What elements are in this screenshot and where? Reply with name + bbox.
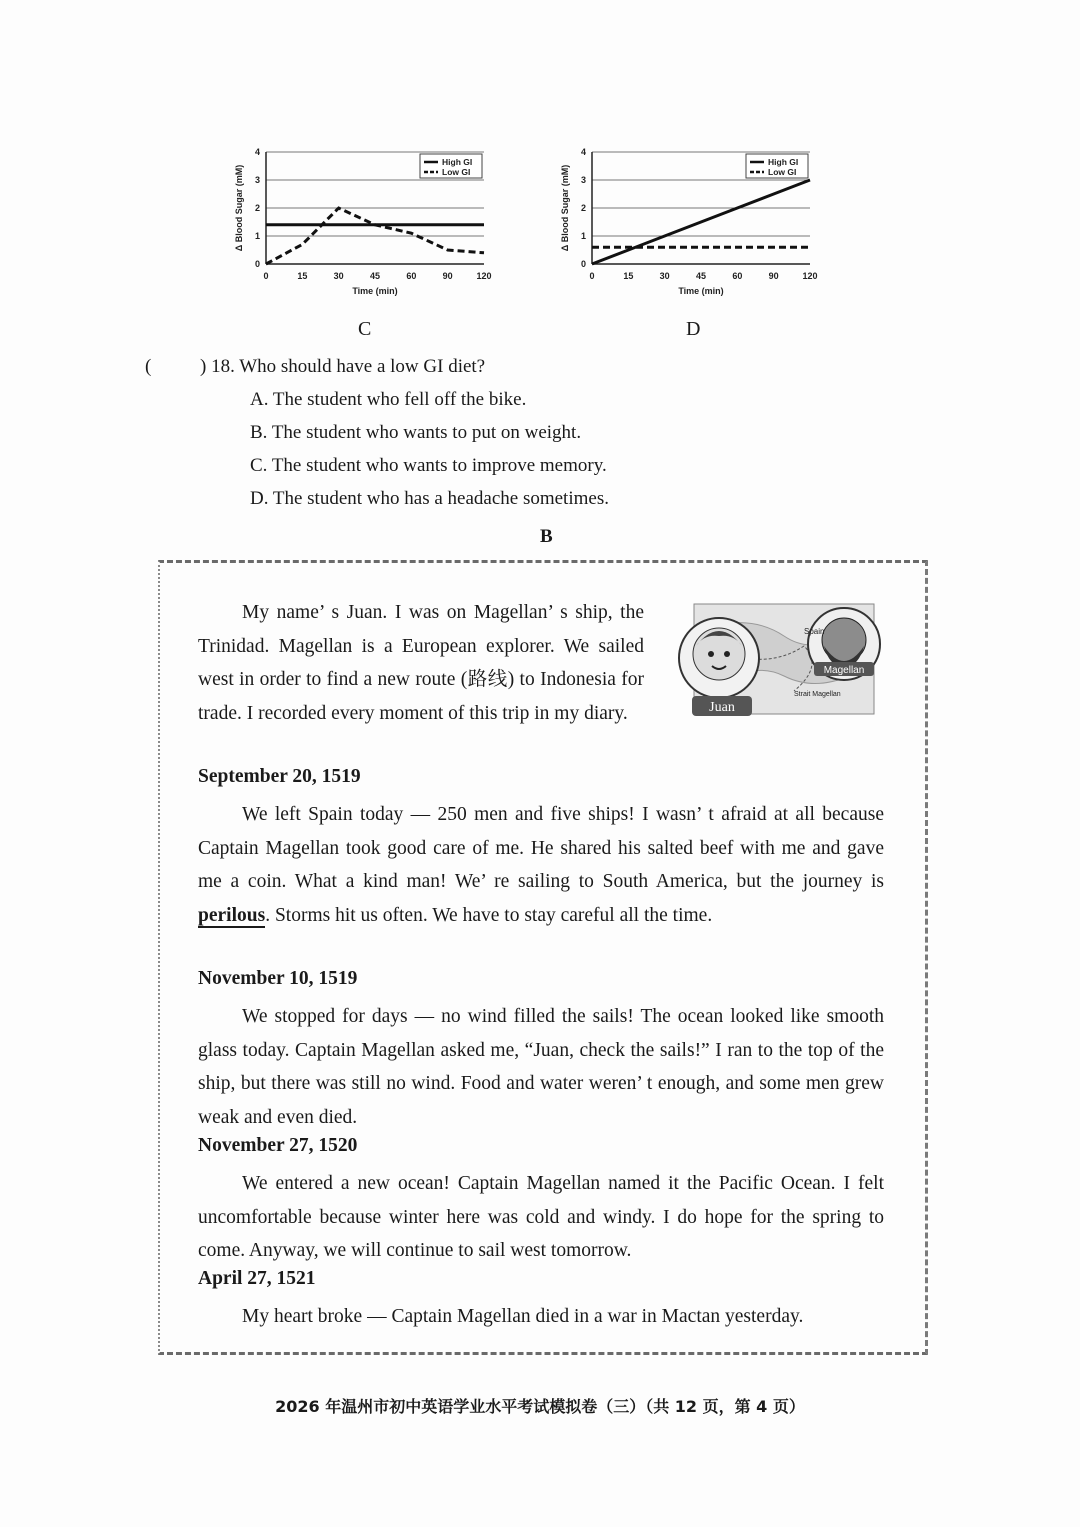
x-tick-label: 120: [476, 271, 492, 281]
y-tick-label: 2: [254, 203, 260, 213]
entry-2-text: We stopped for days — no wind filled the sails! The ocean looked like smooth glass today. Captain Magellan asked me, “Juan, check the sails!” I ran to the top of the ship, but there was still no wind. Food and water weren’ t enough, and some men grew weak and even died.: [198, 1006, 884, 1128]
chart-d-caption: D: [686, 318, 701, 340]
option-a: A. The student who fell off the bike.: [250, 389, 527, 410]
legend-label: High GI: [442, 157, 473, 167]
x-axis-label: Time (min): [678, 286, 724, 296]
option-c: C. The student who wants to improve memory.: [250, 455, 607, 476]
entry-date-3: November 27, 1520: [198, 1135, 358, 1156]
chart-d: [552, 140, 832, 305]
entry-3-text: We entered a new ocean! Captain Magellan named it the Pacific Ocean. I felt uncomfortable because winter here was cold and windy. I do hope for the spring to come. Anyway, we will continue to sail west tomorrow.: [198, 1173, 884, 1261]
passage-intro-text: My name’ s Juan. I was on Magellan’ s ship, the Trinidad. Magellan is a European explorer. We sailed west in order to find a new route (路线) to Indonesia for trade. I recorded every moment of this trip in my diary.: [198, 602, 644, 724]
y-tick-label: 1: [580, 231, 586, 241]
x-tick-label: 60: [732, 271, 743, 281]
entry-4-text: My heart broke — Captain Magellan died in a war in Mactan yesterday.: [242, 1306, 804, 1327]
x-tick-label: 60: [406, 271, 417, 281]
chart-c-svg: [226, 140, 506, 305]
chart-c: [226, 140, 506, 305]
y-tick-label: 4: [580, 147, 586, 157]
x-axis-label: Time (min): [352, 286, 398, 296]
highlighted-word: perilous: [198, 904, 266, 926]
x-tick-label: 90: [442, 271, 453, 281]
y-tick-label: 0: [580, 259, 586, 269]
y-axis-label: Δ Blood Sugar (mM): [234, 164, 244, 252]
chart-d-svg: [552, 140, 832, 305]
section-letter: B: [540, 526, 553, 547]
entry-1-text-after: . Storms hit us often. We have to stay careful all the time.: [265, 904, 713, 926]
illus-label-strait: Strait Magellan: [794, 691, 841, 698]
page-footer: 2026 年温州市初中英语学业水平考试模拟卷（三）（共 12 页，第 4 页）: [275, 1397, 805, 1416]
y-tick-label: 1: [254, 231, 260, 241]
entry-1-text-before: We left Spain today — 250 men and five ships! I wasn’ t afraid at all because Captain Magellan took good care of me. He shared his salted beef with me and gave me a coin. What a kind man! We’ re sailing to South America, but the journey is: [198, 804, 884, 892]
series-line-high-gi: [592, 180, 810, 264]
option-d: D. The student who has a headache sometimes.: [250, 488, 609, 509]
question-stem: ) 18. Who should have a low GI diet?: [200, 356, 486, 377]
illus-label-magellan: Magellan: [823, 665, 865, 676]
juan-magellan-illustration: [674, 596, 886, 726]
y-tick-label: 0: [254, 259, 260, 269]
x-tick-label: 30: [659, 271, 670, 281]
x-tick-label: 0: [263, 271, 269, 281]
illus-label-spain: Spain: [804, 627, 825, 636]
entry-text-3: [198, 1167, 884, 1268]
entry-date-2: November 10, 1519: [198, 968, 358, 989]
x-tick-label: 0: [589, 271, 595, 281]
chart-c-caption: C: [358, 318, 372, 340]
entry-text-2: [198, 1000, 884, 1134]
illus-label-juan: Juan: [709, 700, 735, 715]
answer-paren: (: [145, 356, 152, 377]
y-axis-label: Δ Blood Sugar (mM): [560, 164, 570, 252]
x-tick-label: 90: [768, 271, 779, 281]
legend-label: Low GI: [442, 167, 471, 177]
x-tick-label: 45: [369, 271, 381, 281]
y-tick-label: 3: [254, 175, 260, 185]
legend-label: Low GI: [768, 167, 797, 177]
legend-label: High GI: [768, 157, 799, 167]
passage-intro: [198, 596, 644, 730]
entry-date-1: September 20, 1519: [198, 766, 361, 787]
x-tick-label: 45: [695, 271, 707, 281]
x-tick-label: 15: [297, 271, 308, 281]
option-b: B. The student who wants to put on weight.: [250, 422, 582, 443]
y-tick-label: 2: [580, 203, 586, 213]
entry-date-4: April 27, 1521: [198, 1268, 316, 1289]
y-tick-label: 3: [580, 175, 586, 185]
y-tick-label: 4: [254, 147, 260, 157]
entry-text-4: [198, 1300, 884, 1334]
x-tick-label: 120: [802, 271, 818, 281]
x-tick-label: 15: [623, 271, 634, 281]
x-tick-label: 30: [333, 271, 344, 281]
entry-text-1: [198, 798, 884, 932]
